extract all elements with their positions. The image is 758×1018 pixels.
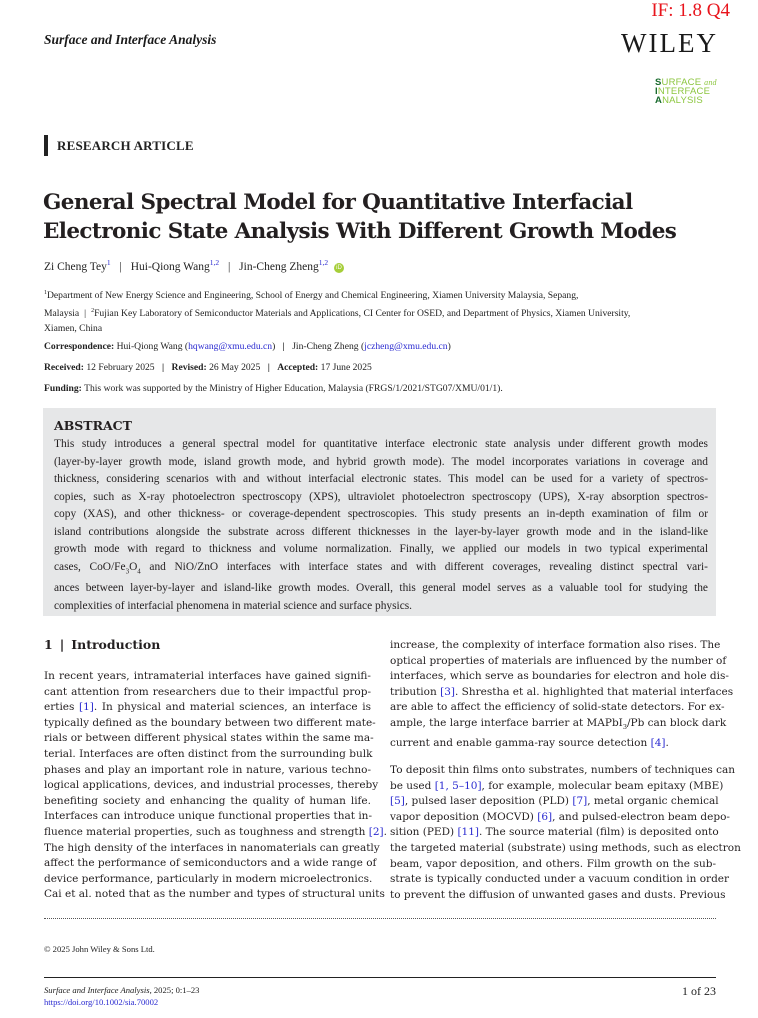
body-line: increase, the complexity of interface formation also rises. The: [390, 639, 721, 651]
citation-link[interactable]: [1]: [79, 701, 94, 714]
abstract-heading: ABSTRACT: [54, 418, 132, 433]
citation-link[interactable]: [7]: [572, 795, 588, 808]
body-line: logical applications, devices, and industrial processes, thereby: [44, 779, 379, 792]
author-list: [44, 258, 344, 273]
abstract-line: island contributions alongside the substrate across different thicknesses in the layer-by-layer growth mode and in the island-like: [54, 525, 708, 538]
affiliations: [44, 286, 724, 337]
body-line: are able to affect the efficiency of solid-state detectors. For ex-: [390, 701, 725, 714]
logo-cap: I: [655, 86, 658, 97]
logo-cap: A: [655, 95, 663, 106]
section-heading: [44, 637, 160, 652]
body-line: be used [1, 5–10], for example, molecular beam epitaxy (MBE): [390, 779, 724, 792]
body-line: benefiting society and enhancing the quality of human life.: [44, 794, 371, 807]
received-label: Received:: [44, 362, 84, 373]
copyright-notice: © 2025 John Wiley & Sons Ltd.: [44, 944, 155, 954]
correspondence: Correspondence: Hui-Qiong Wang (hqwang@xmu.edu.cn) | Jin-Cheng Zheng (jczheng@xmu.edu.cn): [44, 341, 451, 352]
journal-name-header: Surface and Interface Analysis: [44, 32, 217, 47]
body-line: erties [1]. In physical and material sciences, an interface is: [44, 701, 371, 714]
body-line: rials or between different physical states within the same ma-: [44, 732, 374, 745]
doi-link[interactable]: https://doi.org/10.1002/sia.70002: [44, 997, 159, 1007]
footer-divider: [44, 977, 716, 978]
orcid-icon[interactable]: iD: [334, 263, 344, 273]
logo-text: NTERFACE: [657, 86, 711, 97]
accepted-label: Accepted:: [277, 362, 319, 373]
body-line: terial. Interfaces are often distinct from the surrounding bulk: [44, 747, 373, 760]
body-line: tribution [3]. Shrestha et al. highlighted that material interfaces: [390, 685, 734, 698]
author-name[interactable]: Hui-Qiong Wang: [130, 260, 210, 273]
citation-link[interactable]: [3]: [440, 685, 455, 698]
affiliation-text: Department of New Energy Science and Engineering, School of Energy and Chemical Engineering, Xiamen University Malaysia, Sepang,: [47, 290, 579, 302]
citation-volume: , 2025; 0:1–23: [149, 985, 200, 995]
body-line: vapor deposition (MOCVD) [6], and pulsed-electron beam depo-: [390, 810, 730, 823]
footnote-divider: [44, 918, 716, 919]
body-line: cant attention from researchers due to their impactful prop-: [44, 685, 371, 698]
citation-link[interactable]: [6]: [537, 810, 553, 823]
abstract-line: cases, CoO/$Fe_3O_4$ and NiO/ZnO interfaces with interface states and with different coverages, revealing distinct spectral vari-: [54, 560, 708, 575]
body-line: the targeted material (substrate) using methods, such as electron: [390, 841, 741, 854]
citation-link[interactable]: [4]: [650, 736, 666, 749]
abstract-line: ances between layer-by-layer and island-like growth modes. Overall, this general model serves as a valuable tool for studying the: [54, 582, 708, 595]
affiliation-line: [44, 286, 724, 304]
body-line: The high density of the interfaces in nanomaterials can greatly: [44, 841, 380, 854]
author-separator: |: [227, 260, 231, 273]
body-column-right-para2: [390, 763, 741, 903]
impact-factor-badge: IF: 1.8 Q4: [651, 0, 730, 21]
publisher-logo: WILEY: [621, 28, 718, 58]
author-name[interactable]: Zi Cheng Tey: [44, 260, 107, 273]
logo-text: NALYSIS: [662, 95, 703, 106]
abstract-line: (layer-by-layer growth mode, island growth mode, and hybrid growth mode). The model incorporates variations in coverage and: [54, 455, 708, 468]
received-date: 12 February 2025: [86, 362, 155, 373]
affiliation-number: 2: [91, 307, 95, 314]
funding-label: Funding:: [44, 383, 82, 394]
article-type-label: RESEARCH ARTICLE: [57, 137, 194, 153]
citation-link[interactable]: [11]: [457, 826, 479, 839]
citation-link[interactable]: [1, 5–10]: [434, 779, 482, 792]
logo-text: URFACE: [661, 77, 702, 88]
section-title: Introduction: [71, 637, 161, 652]
logo-and: and: [704, 78, 717, 87]
email-link[interactable]: jczheng@xmu.edu.cn: [364, 341, 448, 352]
body-line: ample, the large interface barrier at MAPbI$_3$/Pb can block dark: [390, 716, 727, 732]
body-line: phases and play an important role in nature, various techno-: [44, 763, 371, 776]
title-line: Electronic State Analysis With Different Growth Modes: [43, 219, 677, 244]
author-separator: |: [119, 260, 122, 273]
body-line: device performance, particularly in modern microelectronics.: [44, 872, 373, 885]
author-affiliation-ref[interactable]: 1: [106, 258, 111, 267]
affiliation-text: Fujian Key Laboratory of Semiconductor Materials and Applications, CI Center for OSED, and Department of Physics, Xiamen University,: [94, 307, 631, 319]
correspondence-label: Correspondence:: [44, 341, 115, 352]
separator: |: [162, 362, 165, 373]
body-line: Interfaces can introduce unique functional properties that in-: [44, 810, 372, 823]
body-line: optical properties of materials are influenced by the number of: [390, 654, 727, 667]
article-title: [43, 188, 723, 246]
section-number: 1: [44, 637, 53, 652]
affiliation-line: [44, 321, 724, 337]
article-type-bar: [44, 135, 48, 156]
funding: [44, 383, 503, 394]
email-link[interactable]: hqwang@xmu.edu.cn: [188, 341, 273, 352]
body-line: sition (PED) [11]. The source material (film) is deposited onto: [390, 826, 719, 839]
body-line: interfaces, which serve as boundaries for electron and hole dis-: [390, 670, 729, 683]
citation-link[interactable]: [5]: [390, 795, 405, 808]
abstract-line: growth mode with regard to thickness and volume normalization. Finally, we applied our models in two typical experimental: [54, 543, 708, 555]
affiliation-separator: |: [84, 307, 87, 319]
body-line: [5], pulsed laser deposition (PLD) [7], metal organic chemical: [390, 795, 719, 808]
abstract-line: thickness, considering scenarios with and without interfacial electronic states. This model can be used for a variety of spectros-: [54, 473, 708, 485]
abstract-box: [43, 408, 716, 616]
accepted-date: 17 June 2025: [320, 362, 372, 373]
body-column-right-para1: [390, 638, 734, 751]
body-line: In recent years, intramaterial interfaces have gained signifi-: [44, 670, 371, 682]
body-line: beam, vapor deposition, and others. Film growth on the sub-: [390, 857, 716, 870]
affiliation-text: Malaysia: [44, 307, 80, 319]
citation-journal: Surface and Interface Analysis: [44, 985, 150, 995]
affiliation-text: Xiamen, China: [44, 323, 103, 335]
body-line: typically defined as the boundary between two different mate-: [44, 716, 376, 729]
logo-cap: S: [655, 77, 662, 88]
abstract-text: [54, 436, 708, 615]
revised-date: 26 May 2025: [209, 362, 261, 373]
author-affiliation-ref[interactable]: 1,2: [209, 258, 220, 267]
journal-logo-line: [655, 96, 725, 105]
body-line: fluence material properties, such as toughness and strength [2].: [44, 825, 387, 838]
abstract-line: copies, such as X-ray photoelectron spectroscopy (XPS), ultraviolet photoelectron spectroscopy (UPS), X-ray absorption spectros-: [54, 490, 708, 503]
abstract-line: complexities of interfacial phenomena in material science and surface physics.: [54, 599, 413, 612]
body-line: affect the performance of semiconductors and a wide range of: [44, 857, 377, 870]
abstract-line: copy (XAS), and other thickness- or coverage-dependent spectroscopies. This study presents an in-depth examination of film or: [54, 508, 708, 520]
article-type: [44, 135, 194, 156]
body-line: To deposit thin films onto substrates, numbers of techniques can: [390, 764, 736, 776]
body-line: strate is typically conducted under a vacuum condition in order: [390, 873, 730, 886]
body-line: Cai et al. noted that as the number and types of structural units: [44, 888, 385, 901]
journal-logo: [655, 78, 725, 105]
author-name[interactable]: Jin-Cheng Zheng: [239, 260, 319, 273]
body-line: to prevent the diffusion of unwanted gases and dusts. Previous: [390, 888, 726, 901]
body-column-left: [44, 669, 387, 903]
revised-label: Revised:: [171, 362, 207, 373]
affiliation-number: 1: [44, 290, 47, 296]
separator: |: [59, 637, 65, 652]
author-affiliation-ref[interactable]: 1,2: [318, 258, 329, 267]
separator: |: [267, 362, 270, 373]
citation-link[interactable]: [2]: [368, 825, 384, 838]
abstract-line: This study introduces a general spectral model for quantitative interface electronic state analysis under different growth modes: [54, 438, 708, 450]
publication-dates: [44, 362, 372, 373]
separator: |: [282, 341, 285, 352]
title-line: General Spectral Model for Quantitative Interfacial: [43, 190, 633, 215]
affiliation-line: [44, 304, 724, 322]
correspondent-name: Hui-Qiong Wang: [116, 341, 183, 352]
funding-text: This work was supported by the Ministry of Higher Education, Malaysia (FRGS/1/2021/STG07/XMU/01/1).: [84, 383, 503, 394]
body-line: current and enable gamma-ray source detection [4].: [390, 736, 669, 749]
page-number: 1 of 23: [682, 984, 716, 998]
correspondent-name: Jin-Cheng Zheng: [292, 341, 359, 352]
footer-citation: [44, 985, 199, 995]
